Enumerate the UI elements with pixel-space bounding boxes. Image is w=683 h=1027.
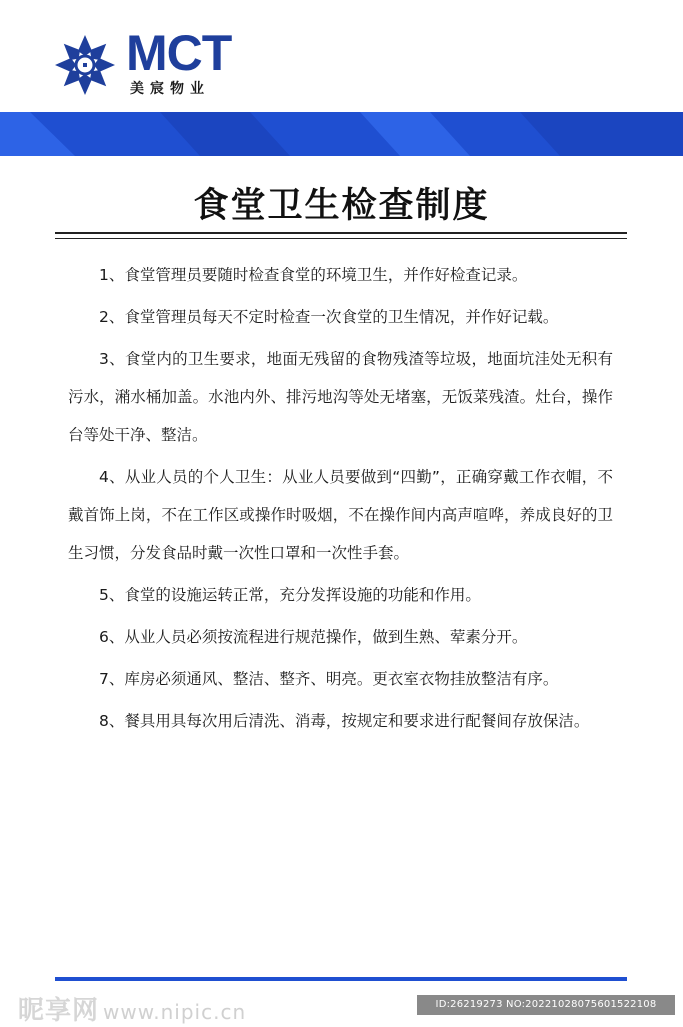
rule-paragraph: 3、食堂内的卫生要求，地面无残留的食物残渣等垃圾，地面坑洼处无积有污水，潲水桶加盖。水池内外、排污地沟等处无堵塞，无饭菜残渣。灶台，操作台等处干净、整洁。	[68, 350, 613, 444]
rule-paragraph: 4、从业人员的个人卫生：从业人员要做到“四勤”，正确穿戴工作衣帽，不戴首饰上岗，不在工作区或操作时吸烟，不在操作间内高声喧哗，养成良好的卫生习惯，分发食品时戴一次性口罩和一次性手套。	[68, 468, 613, 562]
rules-body	[68, 256, 613, 744]
watermark-url: www.nipic.cn	[103, 1000, 247, 1024]
rule-paragraph: 5、食堂的设施运转正常，充分发挥设施的功能和作用。	[99, 586, 481, 604]
rule-paragraph: 1、食堂管理员要随时检查食堂的环境卫生，并作好检查记录。	[99, 266, 528, 284]
rule-paragraph: 8、餐具用具每次用后清洗、消毒，按规定和要求进行配餐间存放保洁。	[99, 712, 590, 730]
rule-paragraph: 2、食堂管理员每天不定时检查一次食堂的卫生情况，并作好记载。	[99, 308, 559, 326]
rule-paragraph: 6、从业人员必须按流程进行规范操作，做到生熟、荤素分开。	[99, 628, 528, 646]
watermark-cn: 昵享网	[18, 996, 100, 1026]
snowflake-logo-icon	[54, 34, 116, 96]
image-id-strip: ID:26219273 NO:20221028075601522108	[417, 995, 675, 1015]
title-divider-thick	[55, 232, 627, 234]
company-logo	[54, 25, 254, 100]
logo-wordmark: MCT	[126, 25, 232, 81]
page-title: 食堂卫生检查制度	[193, 186, 490, 226]
footer-bar	[55, 977, 627, 981]
watermark	[18, 990, 246, 1027]
header-band	[0, 112, 683, 156]
logo-subtitle: 美宸物业	[130, 81, 210, 97]
rule-paragraph: 7、库房必须通风、整洁、整齐、明亮。更衣室衣物挂放整洁有序。	[99, 670, 559, 688]
title-divider-thin	[55, 238, 627, 239]
